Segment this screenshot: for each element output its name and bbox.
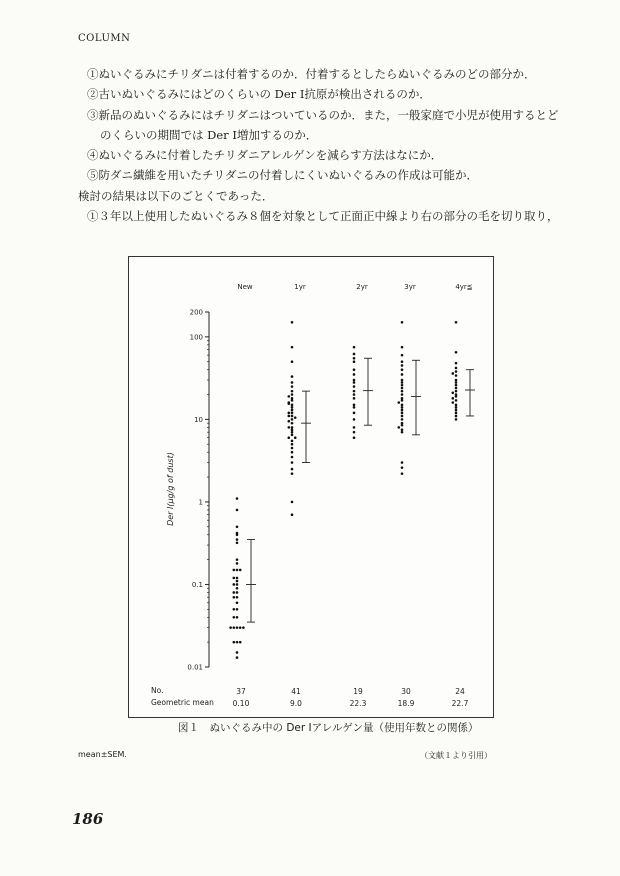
data-point (353, 346, 356, 349)
data-point (455, 384, 458, 387)
data-point (401, 390, 404, 393)
data-point (455, 395, 458, 398)
data-point (455, 404, 458, 407)
data-point (229, 626, 232, 629)
data-point (288, 402, 291, 405)
data-point (233, 583, 236, 586)
data-point (291, 428, 294, 431)
data-point (291, 346, 294, 349)
data-point (353, 406, 356, 409)
data-point (236, 580, 239, 583)
data-point (291, 360, 294, 363)
data-point (353, 368, 356, 371)
data-point (291, 513, 294, 516)
y-tick-label: 0.1 (191, 580, 203, 589)
data-point (455, 362, 458, 365)
data-point (401, 393, 404, 396)
data-point (236, 601, 239, 604)
data-point (291, 412, 294, 415)
data-point (401, 387, 404, 390)
data-point (236, 562, 239, 565)
data-point (353, 404, 356, 407)
data-point (233, 608, 236, 611)
data-point (291, 409, 294, 412)
data-point (291, 451, 294, 454)
data-point (233, 569, 236, 572)
data-point (401, 428, 404, 431)
data-point (288, 412, 291, 415)
body-line: のくらいの期間では Der Ⅰ増加するのか． (100, 127, 318, 142)
data-point (236, 497, 239, 500)
group-label: 2yr (356, 283, 368, 291)
data-point (398, 426, 401, 429)
data-point (401, 466, 404, 469)
data-point (291, 468, 294, 471)
data-point (291, 422, 294, 425)
data-point (401, 381, 404, 384)
data-point (288, 426, 291, 429)
data-point (455, 374, 458, 377)
body-line: ①ぬいぐるみにチリダニは付着するのか．付着するとしたらぬいぐるみのどの部分か． (87, 67, 536, 81)
page-number: 186 (72, 810, 104, 828)
data-point (455, 415, 458, 418)
data-point (242, 626, 245, 629)
data-point (455, 351, 458, 354)
data-point (401, 379, 404, 382)
data-point (239, 626, 242, 629)
group-gmean-value: 9.0 (290, 699, 302, 708)
data-point (401, 418, 404, 421)
y-tick-label: 1 (198, 498, 203, 507)
data-point (291, 443, 294, 446)
data-point (236, 533, 239, 536)
data-point (455, 406, 458, 409)
data-point (452, 391, 455, 394)
group-n-value: 24 (455, 687, 465, 696)
data-point (233, 591, 236, 594)
data-point (288, 420, 291, 423)
data-point (455, 367, 458, 370)
body-line: 検討の結果は以下のごとくであった． (78, 188, 274, 203)
data-point (236, 608, 239, 611)
data-point (291, 431, 294, 434)
group-n-value: 37 (236, 687, 246, 696)
data-point (455, 370, 458, 373)
data-point (236, 541, 239, 544)
group-label: New (237, 283, 253, 291)
data-point (401, 409, 404, 412)
data-point (455, 418, 458, 421)
data-point (401, 399, 404, 402)
group-gmean-value: 0.10 (232, 699, 250, 708)
figure-caption: 図１ ぬいぐるみ中の Der Ⅰアレルゲン量（使用年数との関係） (178, 722, 479, 734)
data-point (455, 399, 458, 402)
data-point (353, 357, 356, 360)
data-point (401, 424, 404, 427)
data-point (401, 346, 404, 349)
group-label: 4yr≦ (455, 283, 473, 291)
data-point (401, 368, 404, 371)
data-point (401, 360, 404, 363)
column-header: COLUMN (78, 33, 131, 44)
data-point (236, 656, 239, 659)
data-point (239, 641, 242, 644)
group-gmean-value: 22.3 (349, 699, 367, 708)
data-point (236, 509, 239, 512)
data-point (455, 321, 458, 324)
data-point (233, 596, 236, 599)
group-label: 1yr (294, 283, 306, 291)
data-point (236, 596, 239, 599)
group-n-value: 30 (401, 687, 411, 696)
data-point (291, 501, 294, 504)
data-point (455, 412, 458, 415)
data-point (291, 418, 294, 421)
data-point (288, 395, 291, 398)
group-gmean-value: 22.7 (451, 699, 469, 708)
data-point (353, 379, 356, 382)
data-point (401, 461, 404, 464)
data-point (401, 431, 404, 434)
data-point (291, 375, 294, 378)
data-point (353, 360, 356, 363)
data-point (452, 372, 455, 375)
data-point (233, 616, 236, 619)
data-point (236, 587, 239, 590)
data-point (452, 401, 455, 404)
data-point (455, 387, 458, 390)
data-point (401, 373, 404, 376)
data-point (398, 401, 401, 404)
figure-reference: （文献１より引用） (420, 751, 492, 760)
data-point (401, 354, 404, 357)
figure-note: mean±SEM. (78, 750, 127, 759)
data-point (291, 393, 294, 396)
data-point (455, 390, 458, 393)
group-label: 3yr (404, 283, 416, 291)
data-point (236, 591, 239, 594)
data-point (291, 390, 294, 393)
data-point (291, 381, 294, 384)
y-tick-label: 10 (194, 415, 203, 424)
data-point (236, 569, 239, 572)
data-point (236, 651, 239, 654)
data-point (353, 381, 356, 384)
data-point (455, 409, 458, 412)
data-point (455, 379, 458, 382)
n-row-label: No. (151, 686, 164, 695)
data-point (353, 390, 356, 393)
y-tick-label: 0.01 (187, 663, 203, 672)
y-axis-label: Der Ⅰ(μg/g of dust) (166, 452, 175, 526)
der1-scatter-chart (129, 257, 493, 717)
data-point (353, 436, 356, 439)
data-point (353, 393, 356, 396)
data-point (291, 404, 294, 407)
data-point (291, 456, 294, 459)
data-point (353, 373, 356, 376)
data-point (291, 472, 294, 475)
data-point (236, 583, 239, 586)
data-point (291, 385, 294, 388)
data-point (353, 385, 356, 388)
data-point (401, 472, 404, 475)
y-tick-label: 100 (189, 333, 203, 342)
data-point (291, 399, 294, 402)
data-point (353, 353, 356, 356)
body-text (78, 64, 558, 226)
data-point (236, 577, 239, 580)
data-point (401, 412, 404, 415)
data-point (353, 397, 356, 400)
data-point (236, 538, 239, 541)
data-point (236, 626, 239, 629)
body-line: ①３年以上使用したぬいぐるみ８個を対象として正面正中線より右の部分の毛を切り取り， (87, 209, 559, 224)
body-line: ⑤防ダニ繊維を用いたチリダニの付着しにくいぬいぐるみの作成は可能か． (87, 168, 478, 183)
data-point (455, 381, 458, 384)
data-point (401, 384, 404, 387)
data-point (401, 404, 404, 407)
data-point (452, 397, 455, 400)
data-point (353, 431, 356, 434)
data-point (291, 415, 294, 418)
data-point (233, 626, 236, 629)
group-n-value: 41 (291, 687, 301, 696)
data-point (288, 436, 291, 439)
data-point (353, 412, 356, 415)
data-point (401, 415, 404, 418)
body-line: ③新品のぬいぐるみにはチリダニはついているのか．また，一般家庭で小児が使用するとど (87, 107, 559, 122)
data-point (401, 364, 404, 367)
data-point (291, 440, 294, 443)
group-gmean-value: 18.9 (397, 699, 415, 708)
figure-frame (128, 256, 494, 718)
body-line: ②古いぬいぐるみにはどのくらいの Der Ⅰ抗原が検出されるのか． (87, 87, 431, 102)
gmean-row-label: Geometric mean (151, 698, 214, 707)
data-point (291, 434, 294, 437)
data-point (233, 641, 236, 644)
data-point (353, 426, 356, 429)
data-point (291, 321, 294, 324)
data-point (294, 436, 297, 439)
data-point (401, 406, 404, 409)
data-point (291, 461, 294, 464)
data-point (291, 406, 294, 409)
data-point (288, 415, 291, 418)
data-point (236, 525, 239, 528)
data-point (236, 616, 239, 619)
data-point (291, 447, 294, 450)
data-point (294, 416, 297, 419)
data-point (353, 418, 356, 421)
data-point (239, 569, 242, 572)
data-point (236, 558, 239, 561)
data-point (233, 577, 236, 580)
data-point (401, 321, 404, 324)
body-line: ④ぬいぐるみに付着したチリダニアレルゲンを減らす方法はなにか． (87, 148, 443, 163)
data-point (291, 426, 294, 429)
data-point (236, 641, 239, 644)
y-tick-label: 200 (189, 308, 203, 317)
group-n-value: 19 (353, 687, 363, 696)
